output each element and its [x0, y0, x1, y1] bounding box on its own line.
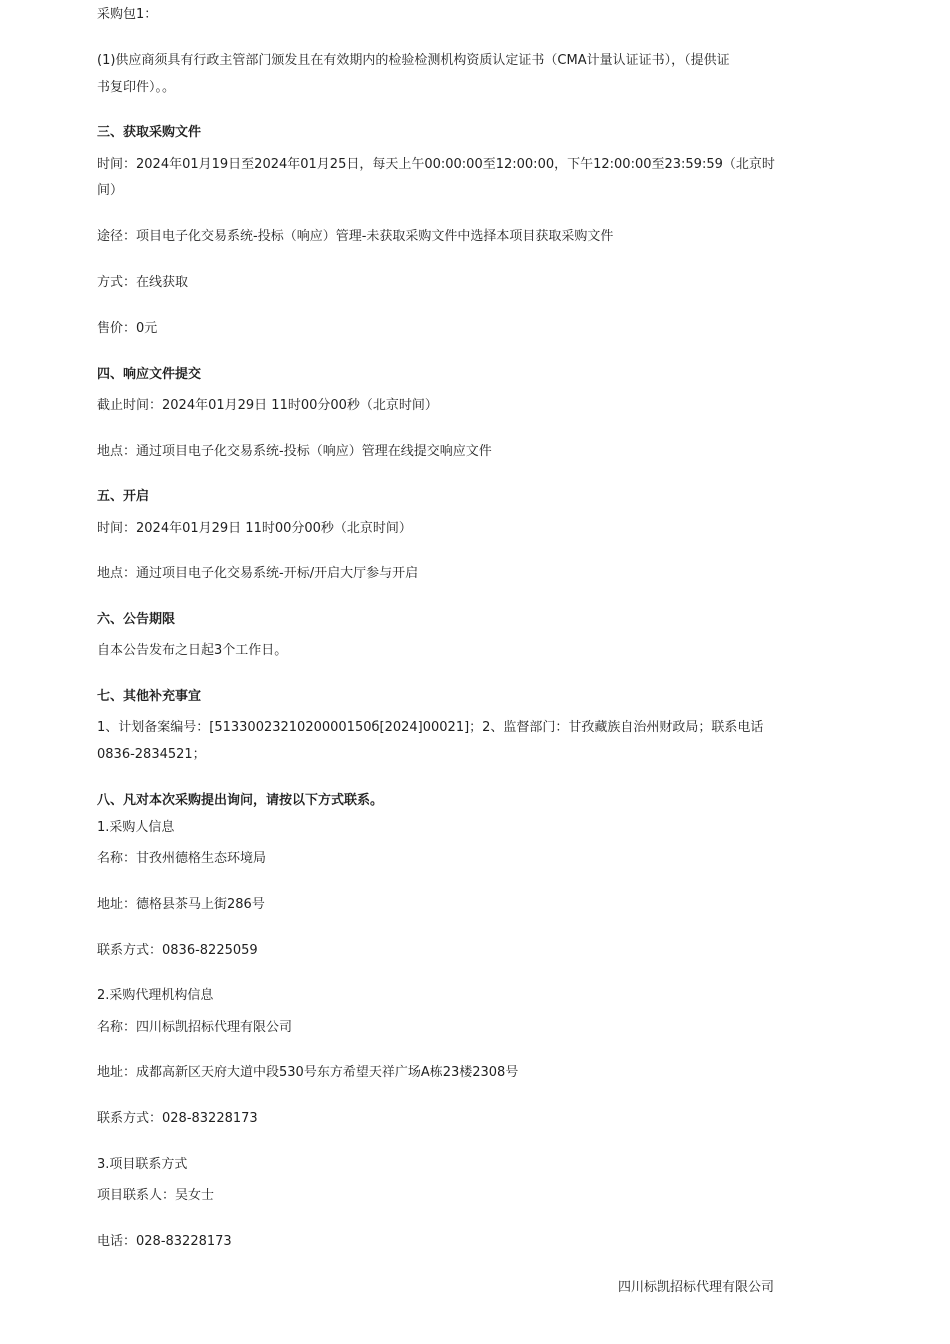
purchaser-contact: 联系方式：0836-8225059 [97, 943, 258, 958]
section-6-heading: 六、公告期限 [97, 612, 176, 627]
section-3-time-line-2: 间） [97, 183, 124, 198]
agency-name: 名称：四川标凯招标代理有限公司 [97, 1020, 293, 1035]
project-contact-title: 3.项目联系方式 [97, 1157, 188, 1172]
section-3-price: 售价：0元 [97, 321, 158, 336]
section-7-heading: 七、其他补充事宜 [97, 689, 202, 704]
section-4-heading: 四、响应文件提交 [97, 367, 202, 382]
footer-signature: 四川标凯招标代理有限公司 [617, 1280, 774, 1295]
purchaser-address: 地址：德格县茶马上街286号 [97, 897, 265, 912]
section-4-location: 地点：通过项目电子化交易系统-投标（响应）管理在线提交响应文件 [97, 444, 492, 459]
qualification-line-1: (1)供应商须具有行政主管部门颁发且在有效期内的检验检测机构资质认定证书（CMA计量认证证书），（提供证 [97, 53, 730, 68]
section-7-line-1: 1、计划备案编号：[5133002321020000150б[2024]00021]；2、监督部门：甘孜藏族自治州财政局；联系电话 [97, 720, 764, 735]
agency-title: 2.采购代理机构信息 [97, 988, 214, 1003]
agency-contact: 联系方式：028-83228173 [97, 1111, 258, 1126]
section-6-text: 自本公告发布之日起3个工作日。 [97, 643, 288, 658]
section-7-line-2: 0836-2834521； [97, 747, 206, 762]
package-title: 采购包1： [97, 7, 158, 22]
section-3-time-line-1: 时间：2024年01月19日至2024年01月25日，每天上午00:00:00至12:00:00，下午12:00:00至23:59:59（北京时 [97, 157, 775, 172]
purchaser-title: 1.采购人信息 [97, 820, 175, 835]
project-contact-phone: 电话：028-83228173 [97, 1234, 232, 1249]
section-3-heading: 三、获取采购文件 [97, 125, 202, 140]
section-5-heading: 五、开启 [97, 489, 150, 504]
qualification-line-2: 书复印件）。。 [97, 80, 176, 95]
section-3-method: 方式：在线获取 [97, 275, 189, 290]
section-4-deadline: 截止时间：2024年01月29日 11时00分00秒（北京时间） [97, 398, 438, 413]
section-3-route: 途径：项目电子化交易系统-投标（响应）管理-未获取采购文件中选择本项目获取采购文件 [97, 229, 614, 244]
section-8-heading: 八、凡对本次采购提出询问，请按以下方式联系。 [97, 793, 384, 808]
section-5-time: 时间：2024年01月29日 11时00分00秒（北京时间） [97, 521, 412, 536]
purchaser-name: 名称：甘孜州德格生态环境局 [97, 851, 267, 866]
project-contact-person: 项目联系人：吴女士 [97, 1188, 215, 1203]
agency-address: 地址：成都高新区天府大道中段530号东方希望天祥广场A栋23楼2308号 [97, 1065, 519, 1080]
section-5-location: 地点：通过项目电子化交易系统-开标/开启大厅参与开启 [97, 566, 419, 581]
